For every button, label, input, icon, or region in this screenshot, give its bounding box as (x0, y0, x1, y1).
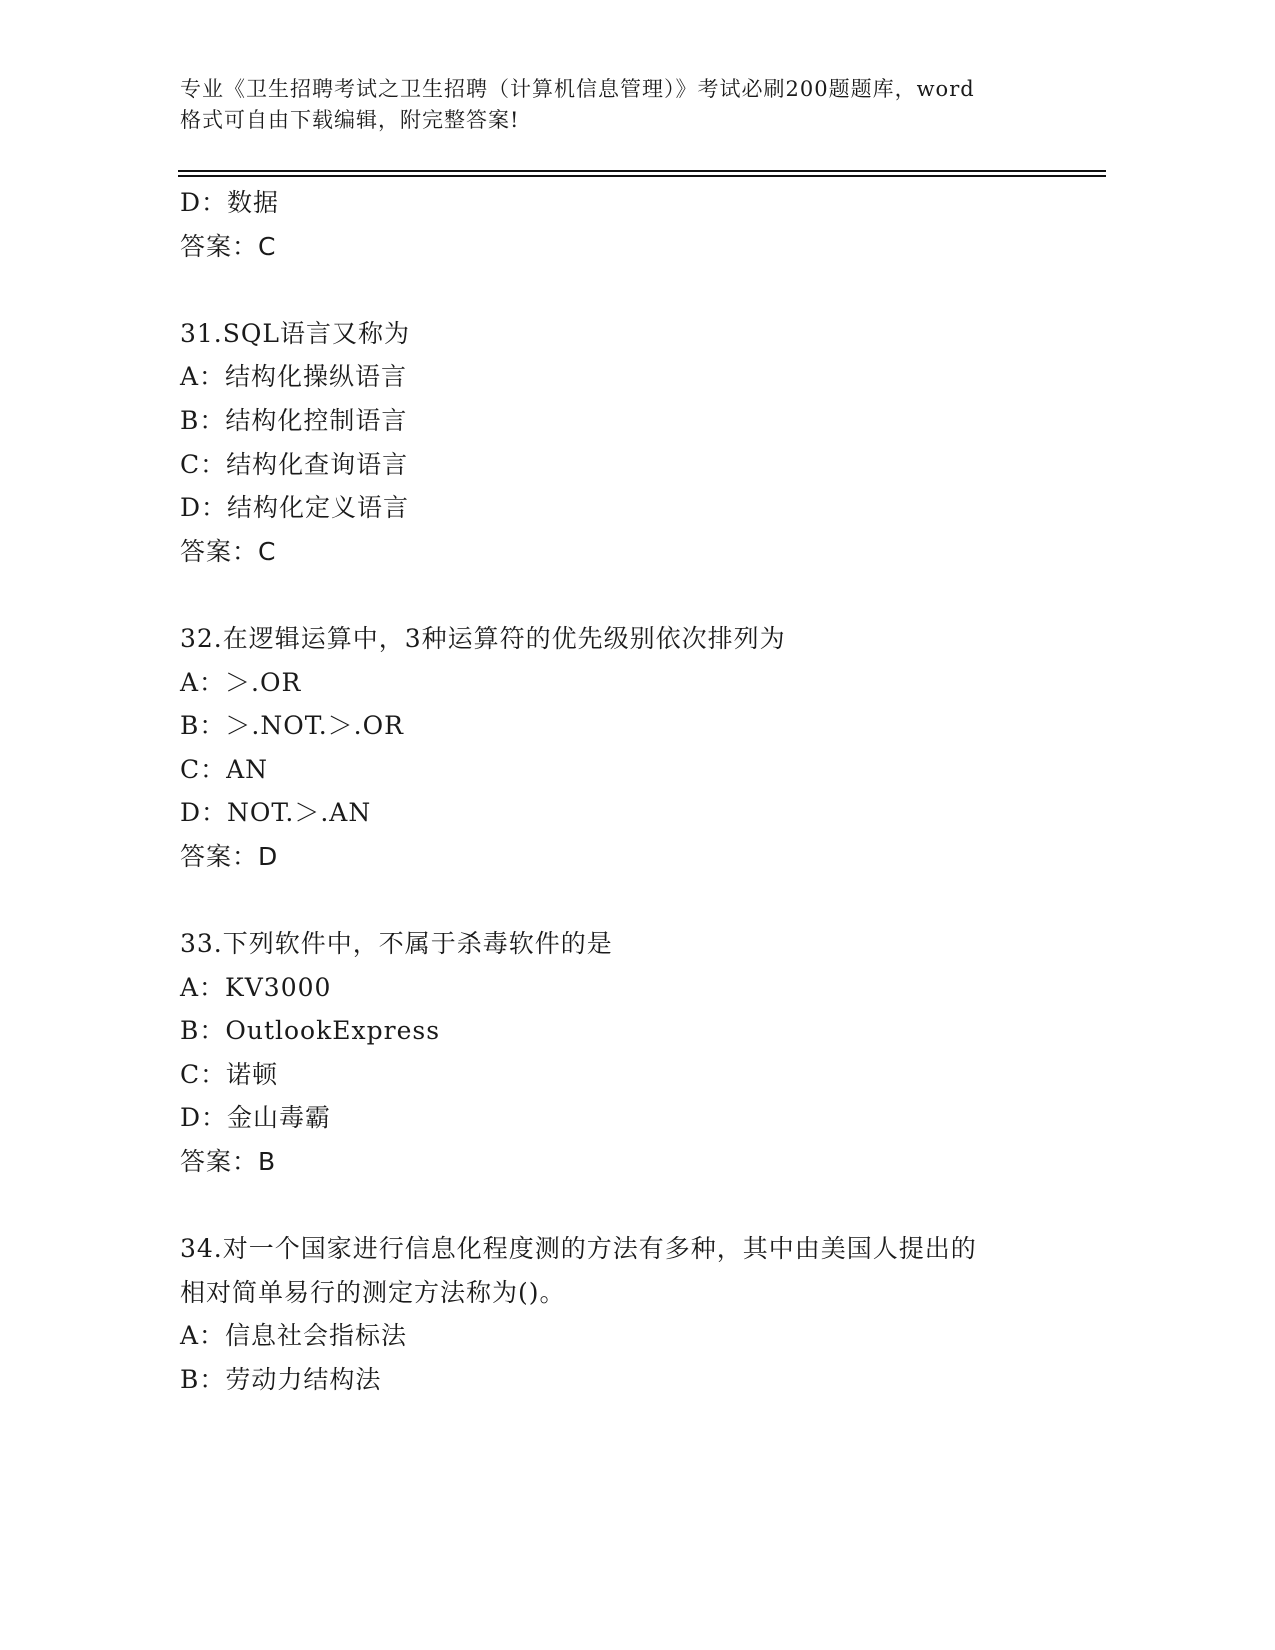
answer-line: 答案：D (180, 841, 279, 871)
question-block-32 (180, 617, 1080, 879)
question-block-34 (180, 1227, 1080, 1401)
question-block-31 (180, 312, 1080, 574)
option-a: A：KV3000 (180, 972, 332, 1002)
option-b: B：结构化控制语言 (180, 405, 408, 435)
header-divider-top (178, 170, 1106, 172)
spacer (180, 1184, 1080, 1228)
option-c: C：诺顿 (180, 1059, 279, 1089)
option-b: B：劳动力结构法 (180, 1365, 382, 1395)
option-a: A：＞.OR (180, 667, 302, 697)
header-title-line-1: 专业《卫生招聘考试之卫生招聘（计算机信息管理）》考试必刷200题题库，word (180, 77, 975, 101)
question-text-line-1: 34.对一个国家进行信息化程度测的方法有多种，其中由美国人提出的 (180, 1234, 977, 1264)
option-c: C：结构化查询语言 (180, 449, 409, 479)
header-title-line-2: 格式可自由下载编辑，附完整答案! (180, 108, 520, 132)
answer-line: 答案：C (180, 536, 277, 566)
question-text: 33.下列软件中，不属于杀毒软件的是 (180, 929, 613, 959)
question-list (180, 181, 1080, 1402)
option-c: C：AN (180, 754, 269, 784)
question-text: 31.SQL语言又称为 (180, 318, 410, 348)
option-d: D：结构化定义语言 (180, 493, 410, 523)
question-block-prev (180, 181, 1080, 268)
question-text-line-2: 相对简单易行的测定方法称为()。 (180, 1277, 566, 1307)
answer-line: 答案：B (180, 1147, 277, 1177)
question-block-33 (180, 922, 1080, 1184)
question-text: 32.在逻辑运算中，3种运算符的优先级别依次排列为 (180, 623, 786, 653)
answer-line: 答案：C (180, 231, 277, 261)
header-divider-bottom (178, 175, 1106, 177)
option-d: D：NOT.＞.AN (180, 798, 372, 828)
spacer (180, 573, 1080, 617)
option-d: D：金山毒霸 (180, 1103, 332, 1133)
spacer (180, 268, 1080, 312)
document-header (180, 74, 1060, 136)
option-d: D：数据 (180, 188, 280, 217)
option-a: A：结构化操纵语言 (180, 362, 408, 392)
option-a: A：信息社会指标法 (180, 1321, 408, 1351)
option-b: B：OutlookExpress (180, 1016, 441, 1046)
spacer (180, 879, 1080, 923)
option-b: B：＞.NOT.＞.OR (180, 711, 404, 741)
